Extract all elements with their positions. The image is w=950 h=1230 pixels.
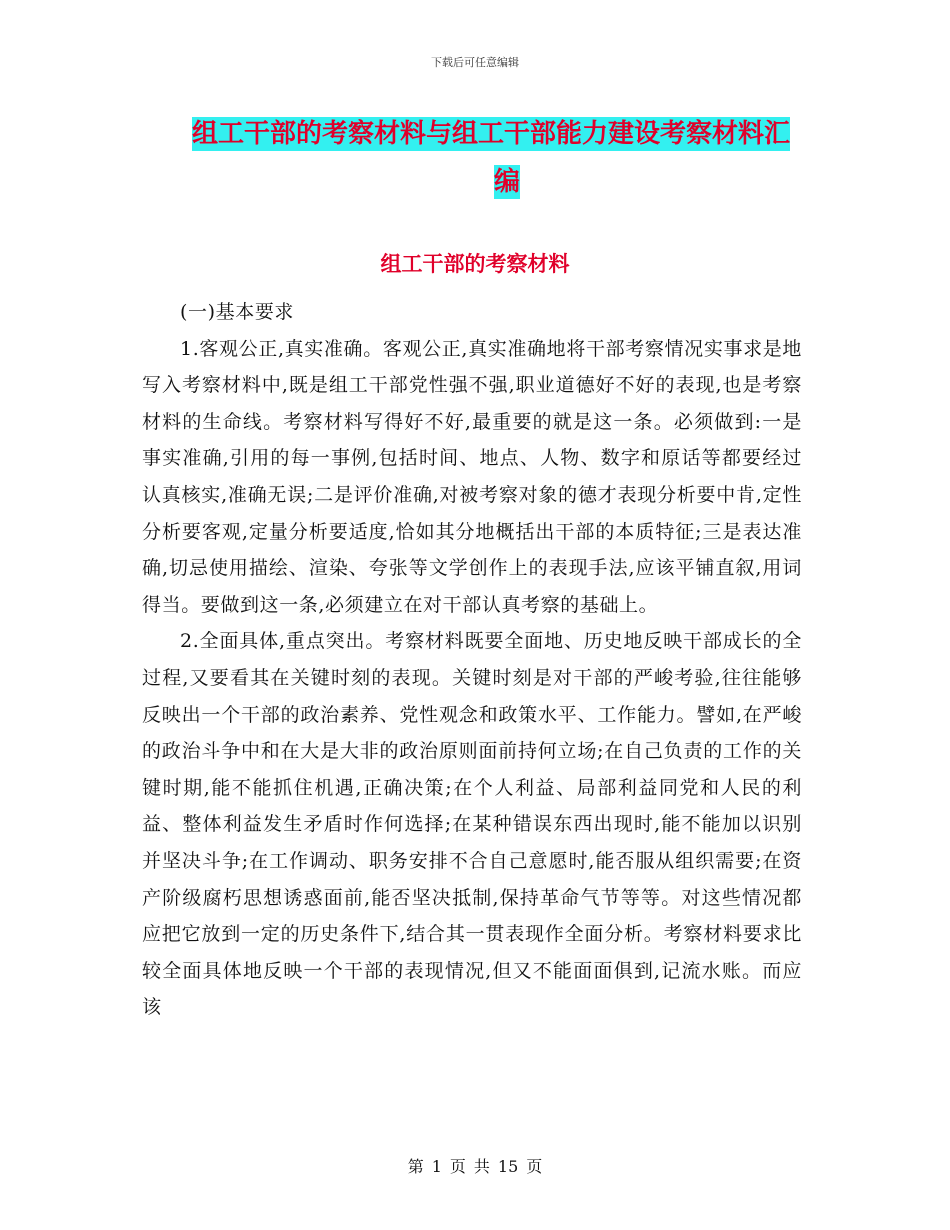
footer-page-label: 第 bbox=[407, 1157, 424, 1176]
document-title bbox=[192, 110, 812, 206]
paragraph-basic-requirements: (一)基本要求 bbox=[180, 301, 295, 323]
document-title-line-2: 编 bbox=[493, 167, 520, 197]
section-title: 组工干部的考察材料 bbox=[380, 252, 570, 276]
footer-page-number: 1 bbox=[431, 1157, 442, 1176]
footer-total-unit: 页 bbox=[526, 1157, 543, 1176]
document-title-line-1: 组工干部的考察材料与组工干部能力建设考察材料汇 bbox=[192, 119, 791, 149]
document-body bbox=[142, 294, 802, 1026]
footer-total-label: 共 bbox=[473, 1157, 490, 1176]
footer-total-pages: 15 bbox=[497, 1157, 519, 1176]
footer-page-unit: 页 bbox=[449, 1157, 466, 1176]
page-footer bbox=[0, 1154, 950, 1177]
paragraph-comprehensive-focused: 2.全面具体,重点突出。考察材料既要全面地、历史地反映干部成长的全过程,又要看其在关键时刻的表现。关键时刻是对干部的严峻考验,往往能够反映出一个干部的政治素养、党性观念和政策水平、工作能力。譬如,在严峻的政治斗争中和在大是大非的政治原则面前持何立场;在自己负责的工作的关键时期,能不能抓住机遇,正确决策;在个人利益、局部利益同党和人民的利益、整体利益发生矛盾时作何选择;在某种错误东西出现时,能不能加以识别并坚决斗争;在工作调动、职务安排不合自己意愿时,能否服从组织需要;在资产阶级腐朽思想诱惑面前,能否坚决抵制,保持革命气节等等。对这些情况都应把它放到一定的历史条件下,结合其一贯表现作全面分析。考察材料要求比较全面具体地反映一个干部的表现情况,但又不能面面俱到,记流水账。而应该 bbox=[142, 630, 802, 1019]
header-note: 下载后可任意编辑 bbox=[431, 56, 519, 69]
paragraph-objective-accurate: 1.客观公正,真实准确。客观公正,真实准确地将干部考察情况实事求是地写入考察材料中,既是组工干部党性强不强,职业道德好不好的表现,也是考察材料的生命线。考察材料写得好不好,最重要的就是这一条。必须做到:一是事实准确,引用的每一事例,包括时间、地点、人物、数字和原话等都要经过认真核实,准确无误;二是评价准确,对被考察对象的德才表现分析要中肯,定性分析要客观,定量分析要适度,恰如其分地概括出干部的本质特征;三是表达准确,切忌使用描绘、渲染、夸张等文学创作上的表现手法,应该平铺直叙,用词得当。要做到这一条,必须建立在对干部认真考察的基础上。 bbox=[142, 337, 802, 616]
